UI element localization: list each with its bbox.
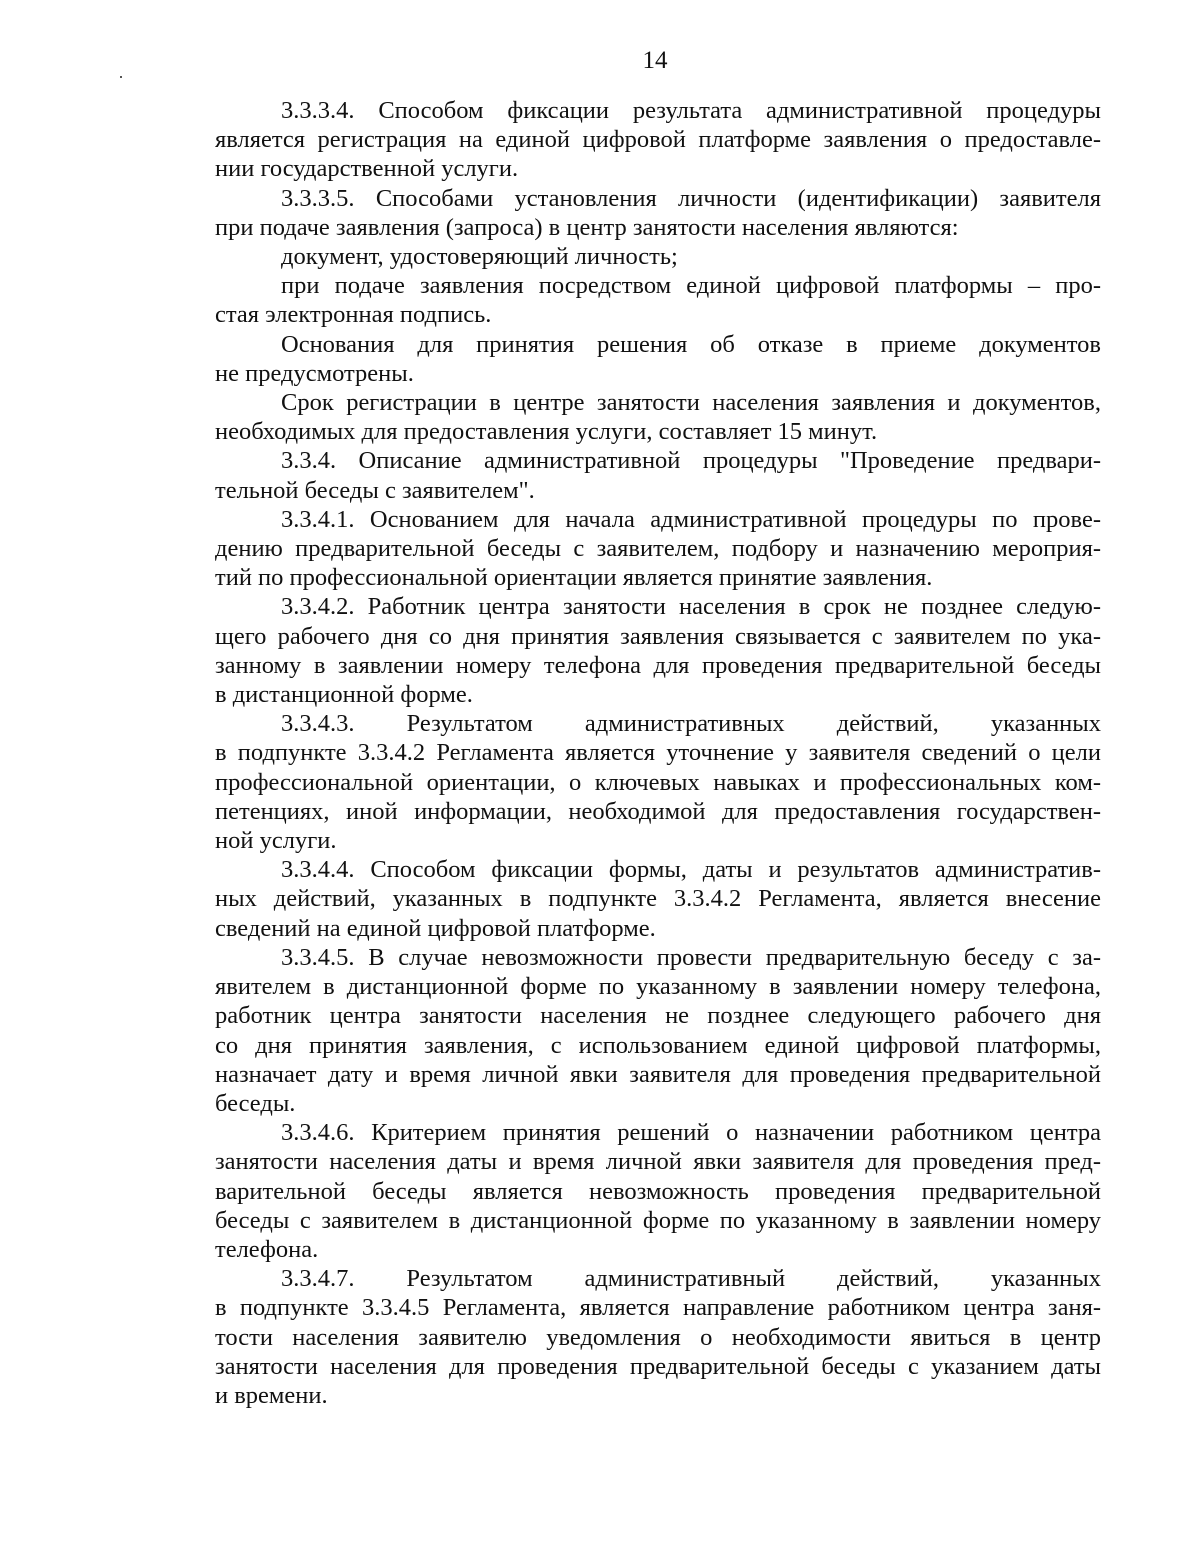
text-line: тости населения заявителю уведомления о необходимости явиться в центр	[215, 1323, 1101, 1351]
text-line: 3.3.4.7. Результатом административный действий, указанных	[281, 1265, 1101, 1293]
text-line: профессиональной ориентации, о ключевых навыках и профессиональных ком-	[215, 768, 1101, 796]
paragraph-p-3-3-4-3	[215, 709, 1101, 855]
text-line: работник центра занятости населения не позднее следующего рабочего дня	[215, 1002, 1101, 1030]
text-line: и времени.	[215, 1381, 328, 1409]
text-line: при подаче заявления (запроса) в центр занятости населения являются:	[215, 213, 959, 241]
text-line: занятости населения для проведения предварительной беседы с указанием даты	[215, 1352, 1101, 1380]
document-body	[215, 96, 1101, 1410]
paragraph-p-3-3-4	[215, 446, 1101, 504]
paragraph-p-3-3-4-4	[215, 855, 1101, 943]
text-line: при подаче заявления посредством единой цифровой платформы – про-	[281, 272, 1101, 300]
text-line: ных действий, указанных в подпункте 3.3.4.2 Регламента, является внесение	[215, 885, 1101, 913]
text-line: стая электронная подпись.	[215, 301, 492, 329]
paragraph-p-3-3-4-2	[215, 592, 1101, 709]
text-line: 3.3.4.3. Результатом административных действий, указанных	[281, 710, 1101, 738]
text-line: ной услуги.	[215, 827, 337, 855]
text-line: 3.3.4.2. Работник центра занятости населения в срок не позднее следую-	[281, 593, 1101, 621]
paragraph-p-document	[215, 242, 1101, 271]
paragraph-p-grounds	[215, 330, 1101, 388]
paragraph-p-3-3-4-6	[215, 1118, 1101, 1264]
text-line: 3.3.4.6. Критерием принятия решений о назначении работником центра	[281, 1119, 1101, 1147]
paragraph-p-3-3-4-7	[215, 1264, 1101, 1410]
text-line: со дня принятия заявления, с использованием единой цифровой платформы,	[215, 1031, 1101, 1059]
text-line: 3.3.4.1. Основанием для начала административной процедуры по прове-	[281, 505, 1101, 533]
text-line: дению предварительной беседы с заявителем, подбору и назначению мероприя-	[215, 535, 1101, 563]
text-line: явителем в дистанционной форме по указанному в заявлении номеру телефона,	[215, 973, 1101, 1001]
text-line: тий по профессиональной ориентации является принятие заявления.	[215, 564, 933, 592]
text-line: варительной беседы является невозможность проведения предварительной	[215, 1177, 1101, 1205]
text-line: является регистрация на единой цифровой платформе заявления о предоставле-	[215, 126, 1101, 154]
text-line: телефона.	[215, 1235, 319, 1263]
text-line: щего рабочего дня со дня принятия заявления связывается с заявителем по ука-	[215, 622, 1101, 650]
paragraph-p-term	[215, 388, 1101, 446]
text-line: не предусмотрены.	[215, 359, 414, 387]
paragraph-p-3-3-4-1	[215, 505, 1101, 593]
text-line: нии государственной услуги.	[215, 155, 519, 183]
text-line: в подпункте 3.3.4.5 Регламента, является направление работником центра заня-	[215, 1294, 1101, 1322]
text-line: документ, удостоверяющий личность;	[281, 243, 678, 271]
paragraph-p-3-3-4-5	[215, 943, 1101, 1118]
text-line: необходимых для предоставления услуги, составляет 15 минут.	[215, 418, 878, 446]
text-line: назначает дату и время личной явки заявителя для проведения предварительной	[215, 1060, 1101, 1088]
paragraph-p-platform	[215, 271, 1101, 329]
text-line: 3.3.4. Описание административной процедуры "Проведение предвари-	[281, 447, 1101, 475]
text-line: сведений на единой цифровой платформе.	[215, 914, 656, 942]
text-line: занятости населения даты и время личной явки заявителя для проведения пред-	[215, 1148, 1101, 1176]
text-line: Срок регистрации в центре занятости населения заявления и документов,	[281, 389, 1101, 417]
text-line: 3.3.4.4. Способом фиксации формы, даты и результатов административ-	[281, 856, 1101, 884]
text-line: Основания для принятия решения об отказе в приеме документов	[281, 330, 1101, 358]
text-line: петенциях, иной информации, необходимой для предоставления государствен-	[215, 797, 1101, 825]
paragraph-p-3-3-3-5	[215, 184, 1101, 242]
text-line: беседы.	[215, 1089, 296, 1117]
text-line: беседы с заявителем в дистанционной форме по указанному в заявлении номеру	[215, 1206, 1101, 1234]
scan-speck	[120, 76, 122, 78]
paragraph-p-3-3-3-4	[215, 96, 1101, 184]
text-line: в дистанционной форме.	[215, 681, 473, 709]
text-line: тельной беседы с заявителем".	[215, 476, 535, 504]
text-line: 3.3.4.5. В случае невозможности провести предварительную беседу с за-	[281, 943, 1101, 971]
text-line: в подпункте 3.3.4.2 Регламента является уточнение у заявителя сведений о цели	[215, 739, 1101, 767]
text-line: 3.3.3.5. Способами установления личности (идентификации) заявителя	[281, 184, 1101, 212]
text-line: 3.3.3.4. Способом фиксации результата административной процедуры	[281, 97, 1101, 124]
text-line: занному в заявлении номеру телефона для проведения предварительной беседы	[215, 651, 1101, 679]
page-number: 14	[642, 47, 668, 74]
